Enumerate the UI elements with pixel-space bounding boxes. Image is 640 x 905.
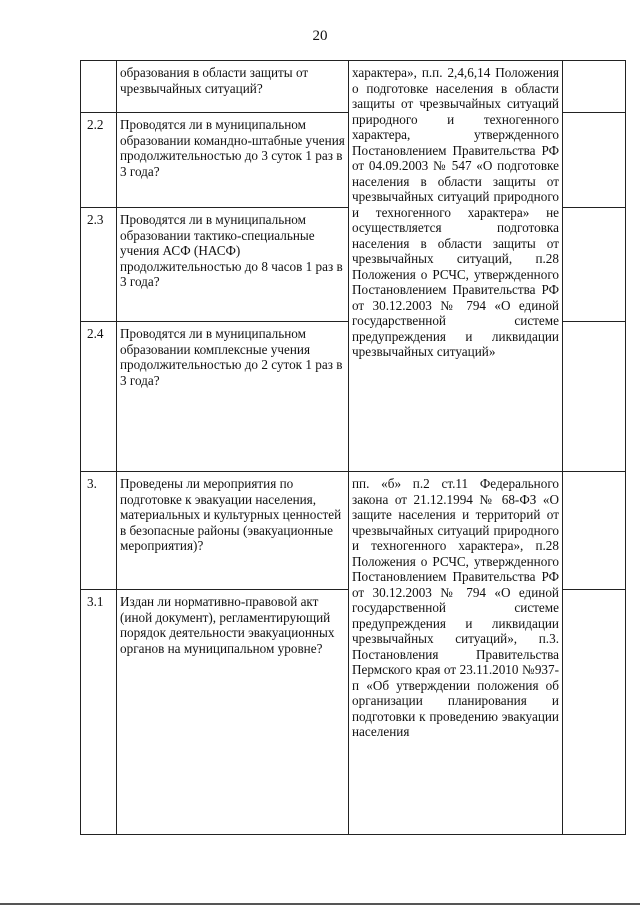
answer-cell	[563, 208, 626, 322]
answer-cell	[563, 590, 626, 835]
answer-cell	[563, 472, 626, 590]
row-number: 3.	[81, 472, 117, 590]
row-number: 2.4	[81, 322, 117, 472]
row-number: 2.3	[81, 208, 117, 322]
question-cell: Проводятся ли в муниципальном образовании комплексные учения продолжительностью до 2 суток 1 раз в 3 года?	[117, 322, 349, 472]
answer-cell	[563, 322, 626, 472]
legal-reference-cell: пп. «б» п.2 ст.11 Федерального закона от 21.12.1994 № 68-ФЗ «О защите населения и территорий от чрезвычайных ситуаций природного и техногенного характера», п.28 Положения о РСЧС, утвержденного Постановлением Правительства РФ от 30.12.2003 № 794 «О единой государственной системе предупреждения и ликвидации чрезвычайных ситуаций», п.3. Постановления Правительства Пермского края от 23.11.2010 №937-п «Об утверждении положения об организации планирования и подготовки к проведению эвакуации населения	[349, 472, 563, 835]
question-cell: образования в области защиты от чрезвычайных ситуаций?	[117, 61, 349, 113]
answer-cell	[563, 61, 626, 113]
answer-cell	[563, 113, 626, 208]
row-number: 3.1	[81, 590, 117, 835]
legal-reference-cell: характера», п.п. 2,4,6,14 Положения о подготовке населения в области защиты от чрезвычайных ситуаций природного и техногенного характера, утвержденного Постановлением Правительства РФ от 04.09.2003 № 547 «О подготовке населения в области защиты от чрезвычайных ситуаций природного и техногенного характера» не осуществляется подготовка населения в области защиты от чрезвычайных ситуаций, п.28 Положения о РСЧС, утвержденного Постановлением Правительства РФ от 30.12.2003 № 794 «О единой государственной системе предупреждения и ликвидации чрезвычайных ситуаций»	[349, 61, 563, 472]
requirements-table	[80, 60, 626, 835]
table-row	[81, 61, 626, 113]
page-number: 20	[312, 28, 328, 44]
table-row	[81, 472, 626, 590]
question-cell: Издан ли нормативно-правовой акт (иной документ), регламентирующий порядок деятельности эвакуационных органов на муниципальном уровне?	[117, 590, 349, 835]
row-number: 2.2	[81, 113, 117, 208]
row-number	[81, 61, 117, 113]
question-cell: Проводятся ли в муниципальном образовании командно-штабные учения продолжительностью до 3 суток 1 раз в 3 года?	[117, 113, 349, 208]
question-cell: Проводятся ли в муниципальном образовании тактико-специальные учения АСФ (НАСФ) продолжительностью до 8 часов 1 раз в 3 года?	[117, 208, 349, 322]
question-cell: Проведены ли мероприятия по подготовке к эвакуации населения, материальных и культурных ценностей в безопасные районы (эвакуационные мероприятия)?	[117, 472, 349, 590]
